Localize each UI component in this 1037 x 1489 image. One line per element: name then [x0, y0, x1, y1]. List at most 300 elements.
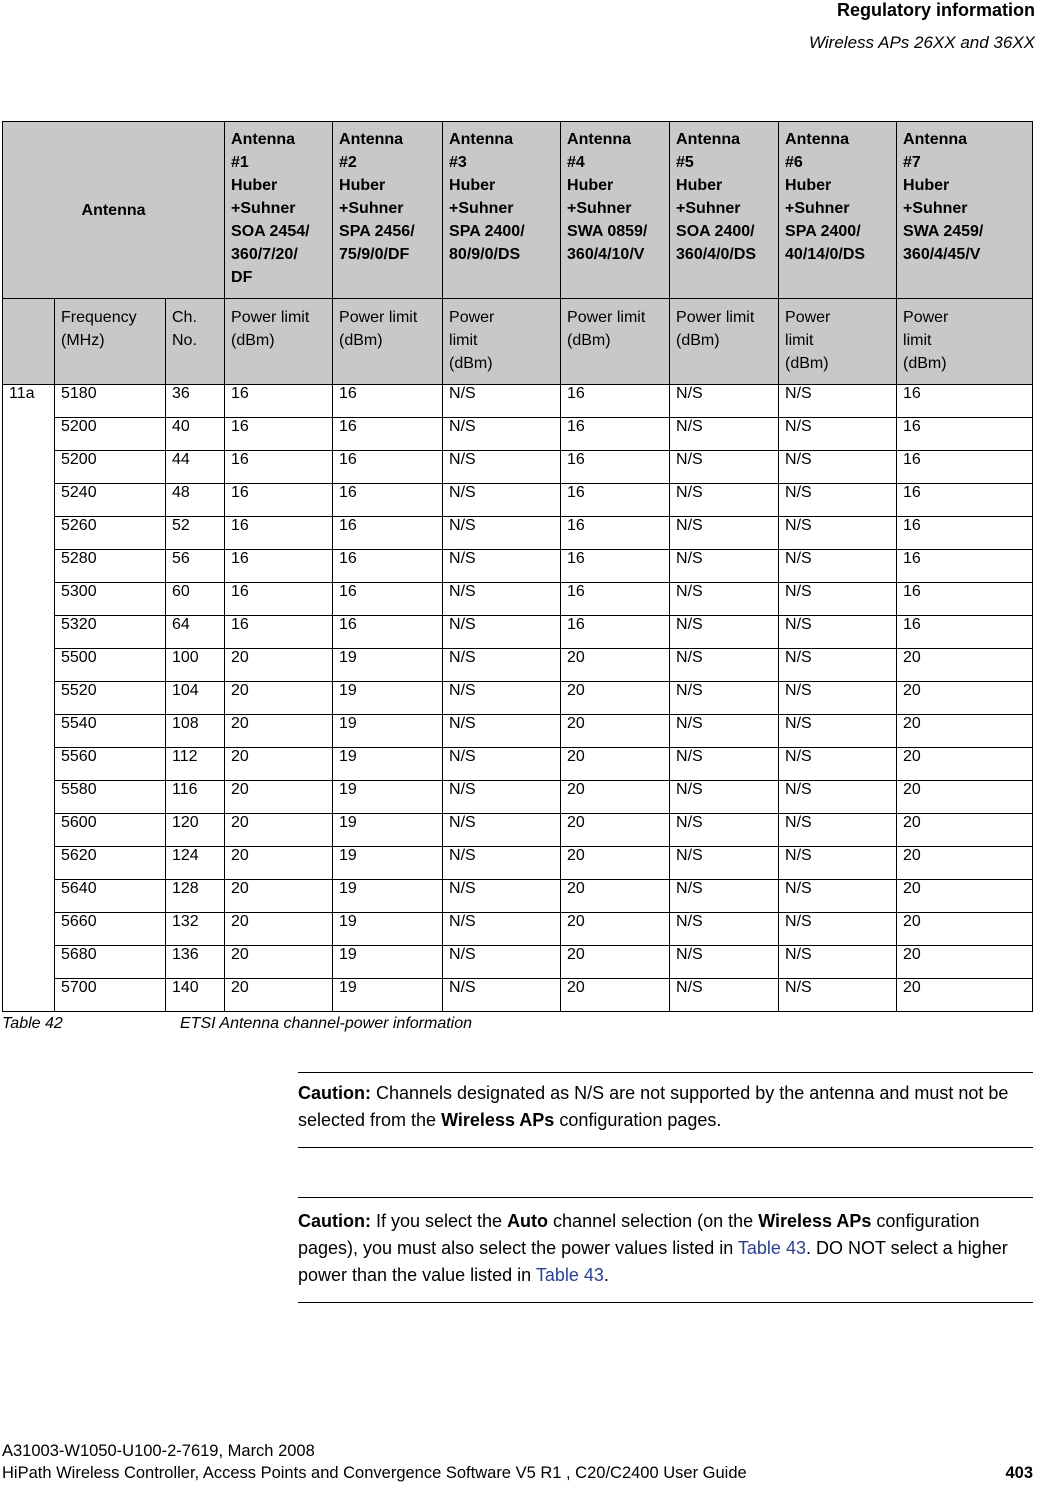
antenna-5-power-cell: N/S [670, 913, 779, 946]
table-row [3, 451, 1033, 484]
antenna-4-power-cell: 16 [561, 550, 670, 583]
antenna-4-power-cell: 20 [561, 715, 670, 748]
frequency-cell: 5260 [55, 517, 166, 550]
header-line: 360/4/0/DS [676, 246, 757, 263]
table-row [3, 583, 1033, 616]
header-line: (dBm) [449, 355, 493, 372]
frequency-cell: 5660 [55, 913, 166, 946]
antenna-4-power-cell: 16 [561, 583, 670, 616]
antenna-5-power-cell: N/S [670, 979, 779, 1012]
antenna-6-power-cell: N/S [779, 913, 897, 946]
header-line: +Suhner [339, 200, 404, 217]
antenna-3-power-cell: N/S [443, 946, 561, 979]
header-line: (dBm) [785, 355, 829, 372]
antenna-2-power-cell: 19 [333, 979, 443, 1012]
antenna-7-power-cell: 16 [897, 550, 1033, 583]
caution-label: Caution: [298, 1083, 371, 1103]
caution-text: configuration pages. [554, 1110, 722, 1130]
caution-note-1 [298, 1072, 1033, 1148]
channel-cell: 60 [166, 583, 225, 616]
antenna-1-power-cell: 20 [225, 847, 333, 880]
antenna-4-power-cell: 16 [561, 418, 670, 451]
channel-cell: 44 [166, 451, 225, 484]
channel-cell: 48 [166, 484, 225, 517]
antenna-7-power-cell: 20 [897, 814, 1033, 847]
header-line: 360/4/10/V [567, 246, 645, 263]
antenna-1-power-cell: 20 [225, 781, 333, 814]
header-line: (MHz) [61, 332, 105, 349]
header-line: 360/7/20/ [231, 246, 298, 263]
antenna-5-power-cell: N/S [670, 946, 779, 979]
antenna-4-power-cell: 16 [561, 484, 670, 517]
power-limit-header-5 [670, 299, 779, 385]
header-line: 360/4/45/V [903, 246, 981, 263]
caption-text: ETSI Antenna channel-power information [180, 1015, 473, 1032]
antenna-1-power-cell: 16 [225, 583, 333, 616]
header-line: DF [231, 269, 253, 286]
antenna-2-power-cell: 16 [333, 451, 443, 484]
channel-cell: 132 [166, 913, 225, 946]
antenna-6-power-cell: N/S [779, 715, 897, 748]
antenna-3-power-cell: N/S [443, 979, 561, 1012]
header-line: Huber [903, 177, 950, 194]
antenna-5-power-cell: N/S [670, 880, 779, 913]
caution-label: Caution: [298, 1211, 371, 1231]
column-header-row [3, 299, 1033, 385]
antenna-2-power-cell: 19 [333, 946, 443, 979]
antenna-2-power-cell: 19 [333, 913, 443, 946]
antenna-6-power-cell: N/S [779, 748, 897, 781]
header-line: (dBm) [567, 332, 611, 349]
antenna-2-power-cell: 16 [333, 583, 443, 616]
channel-cell: 64 [166, 616, 225, 649]
antenna-2-power-cell: 16 [333, 517, 443, 550]
antenna-4-power-cell: 20 [561, 880, 670, 913]
etsi-antenna-table [2, 121, 1033, 1012]
antenna-1-power-cell: 16 [225, 550, 333, 583]
frequency-cell: 5680 [55, 946, 166, 979]
header-line: #2 [339, 154, 357, 171]
antenna-7-power-cell: 20 [897, 847, 1033, 880]
header-line: Huber [449, 177, 496, 194]
header-line: SWA 0859/ [567, 223, 648, 240]
header-line: Huber [676, 177, 723, 194]
header-line: 75/9/0/DF [339, 246, 410, 263]
antenna-6-power-cell: N/S [779, 847, 897, 880]
antenna-2-power-cell: 16 [333, 550, 443, 583]
antenna-6-power-cell: N/S [779, 880, 897, 913]
antenna-1-power-cell: 16 [225, 451, 333, 484]
header-line: #4 [567, 154, 585, 171]
antenna-header-3 [443, 122, 561, 299]
frequency-cell: 5580 [55, 781, 166, 814]
antenna-3-power-cell: N/S [443, 418, 561, 451]
table-row [3, 880, 1033, 913]
frequency-cell: 5200 [55, 418, 166, 451]
antenna-4-power-cell: 16 [561, 616, 670, 649]
frequency-cell: 5620 [55, 847, 166, 880]
antenna-6-power-cell: N/S [779, 583, 897, 616]
header-line: limit [449, 332, 478, 349]
table-row [3, 748, 1033, 781]
header-line: No. [172, 332, 197, 349]
antenna-5-power-cell: N/S [670, 781, 779, 814]
power-limit-header-4 [561, 299, 670, 385]
header-line: Huber [231, 177, 278, 194]
antenna-6-power-cell: N/S [779, 451, 897, 484]
table-row [3, 781, 1033, 814]
caution-text: configuration pages), you must also select the power values listed in [298, 1211, 980, 1258]
antenna-7-power-cell: 20 [897, 649, 1033, 682]
header-line: Huber [785, 177, 832, 194]
antenna-2-power-cell: 19 [333, 715, 443, 748]
channel-cell: 104 [166, 682, 225, 715]
antenna-4-power-cell: 16 [561, 451, 670, 484]
antenna-6-power-cell: N/S [779, 385, 897, 418]
frequency-cell: 5180 [55, 385, 166, 418]
guide-title: HiPath Wireless Controller, Access Points and Convergence Software V5 R1 , C20/C2400 User Guide [2, 1464, 747, 1482]
antenna-2-power-cell: 16 [333, 616, 443, 649]
antenna-4-power-cell: 16 [561, 385, 670, 418]
antenna-4-power-cell: 20 [561, 913, 670, 946]
antenna-5-power-cell: N/S [670, 550, 779, 583]
table-caption [2, 1015, 473, 1033]
antenna-4-power-cell: 20 [561, 814, 670, 847]
channel-cell: 116 [166, 781, 225, 814]
frequency-cell: 5540 [55, 715, 166, 748]
channel-cell: 120 [166, 814, 225, 847]
antenna-3-power-cell: N/S [443, 682, 561, 715]
header-line: Antenna [567, 131, 632, 148]
antenna-4-power-cell: 20 [561, 847, 670, 880]
caption-number: Table 42 [2, 1015, 63, 1032]
table-row [3, 979, 1033, 1012]
antenna-7-power-cell: 20 [897, 715, 1033, 748]
antenna-1-power-cell: 20 [225, 814, 333, 847]
antenna-7-power-cell: 20 [897, 979, 1033, 1012]
channel-header [166, 299, 225, 385]
table-row [3, 517, 1033, 550]
frequency-cell: 5600 [55, 814, 166, 847]
header-line: +Suhner [676, 200, 741, 217]
header-line: (dBm) [903, 355, 947, 372]
antenna-5-power-cell: N/S [670, 715, 779, 748]
header-line: +Suhner [785, 200, 850, 217]
antenna-5-power-cell: N/S [670, 748, 779, 781]
table-row [3, 847, 1033, 880]
antenna-3-power-cell: N/S [443, 913, 561, 946]
antenna-7-power-cell: 16 [897, 517, 1033, 550]
frequency-cell: 5700 [55, 979, 166, 1012]
antenna-1-power-cell: 20 [225, 748, 333, 781]
channel-cell: 36 [166, 385, 225, 418]
caution-text: If you select the [370, 1211, 508, 1231]
channel-cell: 128 [166, 880, 225, 913]
header-line: SWA 2459/ [903, 223, 984, 240]
caution-bold: Wireless APs [441, 1110, 555, 1130]
antenna-header-4 [561, 122, 670, 299]
header-line: SPA 2400/ [785, 223, 861, 240]
antenna-6-power-cell: N/S [779, 418, 897, 451]
antenna-4-power-cell: 20 [561, 979, 670, 1012]
antenna-header-5 [670, 122, 779, 299]
antenna-3-power-cell: N/S [443, 814, 561, 847]
antenna-5-power-cell: N/S [670, 583, 779, 616]
frequency-cell: 5320 [55, 616, 166, 649]
channel-cell: 108 [166, 715, 225, 748]
band-cell: 11a [3, 385, 55, 1012]
header-line: Power limit [567, 309, 646, 326]
caution-text: . DO NOT select a higher power than the value listed in [298, 1238, 1008, 1285]
antenna-7-power-cell: 20 [897, 682, 1033, 715]
section-title: Regulatory information [836, 0, 1035, 20]
header-line: Antenna [449, 131, 514, 148]
frequency-cell: 5280 [55, 550, 166, 583]
frequency-cell: 5500 [55, 649, 166, 682]
header-line: 40/14/0/DS [785, 246, 866, 263]
antenna-5-power-cell: N/S [670, 616, 779, 649]
antenna-5-power-cell: N/S [670, 385, 779, 418]
antenna-1-power-cell: 16 [225, 385, 333, 418]
antenna-4-power-cell: 20 [561, 649, 670, 682]
antenna-2-power-cell: 16 [333, 385, 443, 418]
header-line: Antenna [785, 131, 850, 148]
header-line: Huber [339, 177, 386, 194]
header-line: Power [449, 309, 495, 326]
header-line: SPA 2400/ [449, 223, 525, 240]
caution-text: channel selection (on the [548, 1211, 759, 1231]
table-43-link[interactable]: Table 43 [737, 1238, 806, 1258]
antenna-3-power-cell: N/S [443, 847, 561, 880]
antenna-6-power-cell: N/S [779, 550, 897, 583]
power-limit-header-2 [333, 299, 443, 385]
antenna-7-power-cell: 20 [897, 880, 1033, 913]
frequency-cell: 5240 [55, 484, 166, 517]
header-line: Power limit [676, 309, 755, 326]
antenna-2-power-cell: 19 [333, 880, 443, 913]
antenna-6-power-cell: N/S [779, 946, 897, 979]
header-line: Power [903, 309, 949, 326]
antenna-7-power-cell: 16 [897, 385, 1033, 418]
table-43-link[interactable]: Table 43 [535, 1265, 604, 1285]
antenna-4-power-cell: 16 [561, 517, 670, 550]
header-line: +Suhner [449, 200, 514, 217]
antenna-3-power-cell: N/S [443, 583, 561, 616]
header-line: limit [785, 332, 814, 349]
antenna-7-power-cell: 20 [897, 781, 1033, 814]
table-row [3, 814, 1033, 847]
antenna-3-power-cell: N/S [443, 484, 561, 517]
power-limit-header-3 [443, 299, 561, 385]
frequency-cell: 5520 [55, 682, 166, 715]
antenna-2-power-cell: 19 [333, 814, 443, 847]
antenna-7-power-cell: 16 [897, 616, 1033, 649]
frequency-header [55, 299, 166, 385]
antenna-5-power-cell: N/S [670, 847, 779, 880]
power-limit-header-7 [897, 299, 1033, 385]
antenna-4-power-cell: 20 [561, 682, 670, 715]
header-line: Power limit [339, 309, 418, 326]
header-line: Frequency [61, 309, 137, 326]
antenna-1-power-cell: 20 [225, 913, 333, 946]
antenna-1-power-cell: 20 [225, 979, 333, 1012]
header-line: #7 [903, 154, 921, 171]
antenna-7-power-cell: 16 [897, 583, 1033, 616]
caution-bold: Auto [507, 1211, 549, 1231]
channel-cell: 124 [166, 847, 225, 880]
antenna-7-power-cell: 20 [897, 913, 1033, 946]
page-number: 403 [1005, 1464, 1033, 1482]
header-line: Antenna [339, 131, 404, 148]
header-line: SOA 2454/ [231, 223, 310, 240]
antenna-2-power-cell: 19 [333, 847, 443, 880]
antenna-label-cell: Antenna [3, 122, 225, 299]
header-line: +Suhner [231, 200, 296, 217]
power-limit-header-1 [225, 299, 333, 385]
header-line: Antenna [903, 131, 968, 148]
antenna-2-power-cell: 19 [333, 748, 443, 781]
header-line: Power [785, 309, 831, 326]
antenna-header-7 [897, 122, 1033, 299]
header-line: #5 [676, 154, 694, 171]
antenna-header-1 [225, 122, 333, 299]
frequency-cell: 5640 [55, 880, 166, 913]
antenna-3-power-cell: N/S [443, 880, 561, 913]
header-line: #3 [449, 154, 467, 171]
antenna-7-power-cell: 16 [897, 484, 1033, 517]
antenna-7-power-cell: 16 [897, 418, 1033, 451]
caution-bold: Wireless APs [758, 1211, 872, 1231]
table-row [3, 946, 1033, 979]
header-line: 80/9/0/DS [449, 246, 521, 263]
antenna-7-power-cell: 20 [897, 946, 1033, 979]
antenna-5-power-cell: N/S [670, 814, 779, 847]
header-line: SPA 2456/ [339, 223, 415, 240]
table-row [3, 616, 1033, 649]
antenna-1-power-cell: 20 [225, 715, 333, 748]
page-footer [2, 1440, 1035, 1484]
antenna-3-power-cell: N/S [443, 649, 561, 682]
antenna-6-power-cell: N/S [779, 682, 897, 715]
antenna-1-power-cell: 16 [225, 616, 333, 649]
antenna-1-power-cell: 16 [225, 484, 333, 517]
antenna-7-power-cell: 20 [897, 748, 1033, 781]
header-line: Antenna [676, 131, 741, 148]
header-line: Antenna [231, 131, 296, 148]
band-header-cell [3, 299, 55, 385]
antenna-1-power-cell: 20 [225, 682, 333, 715]
header-line: #1 [231, 154, 249, 171]
antenna-5-power-cell: N/S [670, 451, 779, 484]
antenna-5-power-cell: N/S [670, 418, 779, 451]
antenna-1-power-cell: 20 [225, 946, 333, 979]
antenna-1-power-cell: 16 [225, 517, 333, 550]
channel-cell: 100 [166, 649, 225, 682]
antenna-2-power-cell: 16 [333, 418, 443, 451]
header-line: Ch. [172, 309, 197, 326]
power-limit-header-6 [779, 299, 897, 385]
header-line: SOA 2400/ [676, 223, 755, 240]
antenna-1-power-cell: 16 [225, 418, 333, 451]
header-line: (dBm) [231, 332, 275, 349]
antenna-header-row [3, 122, 1033, 299]
frequency-cell: 5300 [55, 583, 166, 616]
antenna-2-power-cell: 19 [333, 781, 443, 814]
table-row [3, 682, 1033, 715]
table-row [3, 715, 1033, 748]
antenna-2-power-cell: 16 [333, 484, 443, 517]
caution-text: Channels designated as N/S are not supported by the antenna and must not be selected from the [298, 1083, 1009, 1130]
channel-cell: 52 [166, 517, 225, 550]
antenna-header-2 [333, 122, 443, 299]
header-line: Huber [567, 177, 614, 194]
antenna-5-power-cell: N/S [670, 484, 779, 517]
channel-cell: 112 [166, 748, 225, 781]
table-row [3, 649, 1033, 682]
antenna-6-power-cell: N/S [779, 979, 897, 1012]
frequency-cell: 5200 [55, 451, 166, 484]
antenna-5-power-cell: N/S [670, 649, 779, 682]
table-row [3, 550, 1033, 583]
antenna-3-power-cell: N/S [443, 715, 561, 748]
antenna-6-power-cell: N/S [779, 616, 897, 649]
table-row [3, 418, 1033, 451]
header-line: #6 [785, 154, 803, 171]
antenna-5-power-cell: N/S [670, 517, 779, 550]
antenna-header-6 [779, 122, 897, 299]
header-line: limit [903, 332, 932, 349]
antenna-1-power-cell: 20 [225, 880, 333, 913]
antenna-3-power-cell: N/S [443, 385, 561, 418]
antenna-2-power-cell: 19 [333, 649, 443, 682]
channel-cell: 136 [166, 946, 225, 979]
table-body [3, 385, 1033, 1012]
antenna-4-power-cell: 20 [561, 781, 670, 814]
antenna-4-power-cell: 20 [561, 748, 670, 781]
document-id: A31003-W1050-U100-2-7619, March 2008 [2, 1442, 315, 1460]
antenna-4-power-cell: 20 [561, 946, 670, 979]
antenna-6-power-cell: N/S [779, 517, 897, 550]
section-subtitle: Wireless APs 26XX and 36XX [809, 33, 1035, 52]
caution-note-2 [298, 1197, 1033, 1303]
antenna-6-power-cell: N/S [779, 484, 897, 517]
antenna-3-power-cell: N/S [443, 616, 561, 649]
antenna-3-power-cell: N/S [443, 517, 561, 550]
frequency-cell: 5560 [55, 748, 166, 781]
antenna-6-power-cell: N/S [779, 781, 897, 814]
channel-cell: 56 [166, 550, 225, 583]
antenna-3-power-cell: N/S [443, 748, 561, 781]
header-line: +Suhner [567, 200, 632, 217]
antenna-3-power-cell: N/S [443, 550, 561, 583]
table-row [3, 913, 1033, 946]
antenna-2-power-cell: 19 [333, 682, 443, 715]
antenna-6-power-cell: N/S [779, 814, 897, 847]
antenna-1-power-cell: 20 [225, 649, 333, 682]
caution-text: . [603, 1265, 609, 1285]
antenna-3-power-cell: N/S [443, 781, 561, 814]
channel-cell: 40 [166, 418, 225, 451]
table-row [3, 484, 1033, 517]
header-line: (dBm) [339, 332, 383, 349]
antenna-7-power-cell: 16 [897, 451, 1033, 484]
header-line: Power limit [231, 309, 310, 326]
table-row [3, 385, 1033, 418]
antenna-6-power-cell: N/S [779, 649, 897, 682]
antenna-3-power-cell: N/S [443, 451, 561, 484]
header-line: (dBm) [676, 332, 720, 349]
antenna-5-power-cell: N/S [670, 682, 779, 715]
